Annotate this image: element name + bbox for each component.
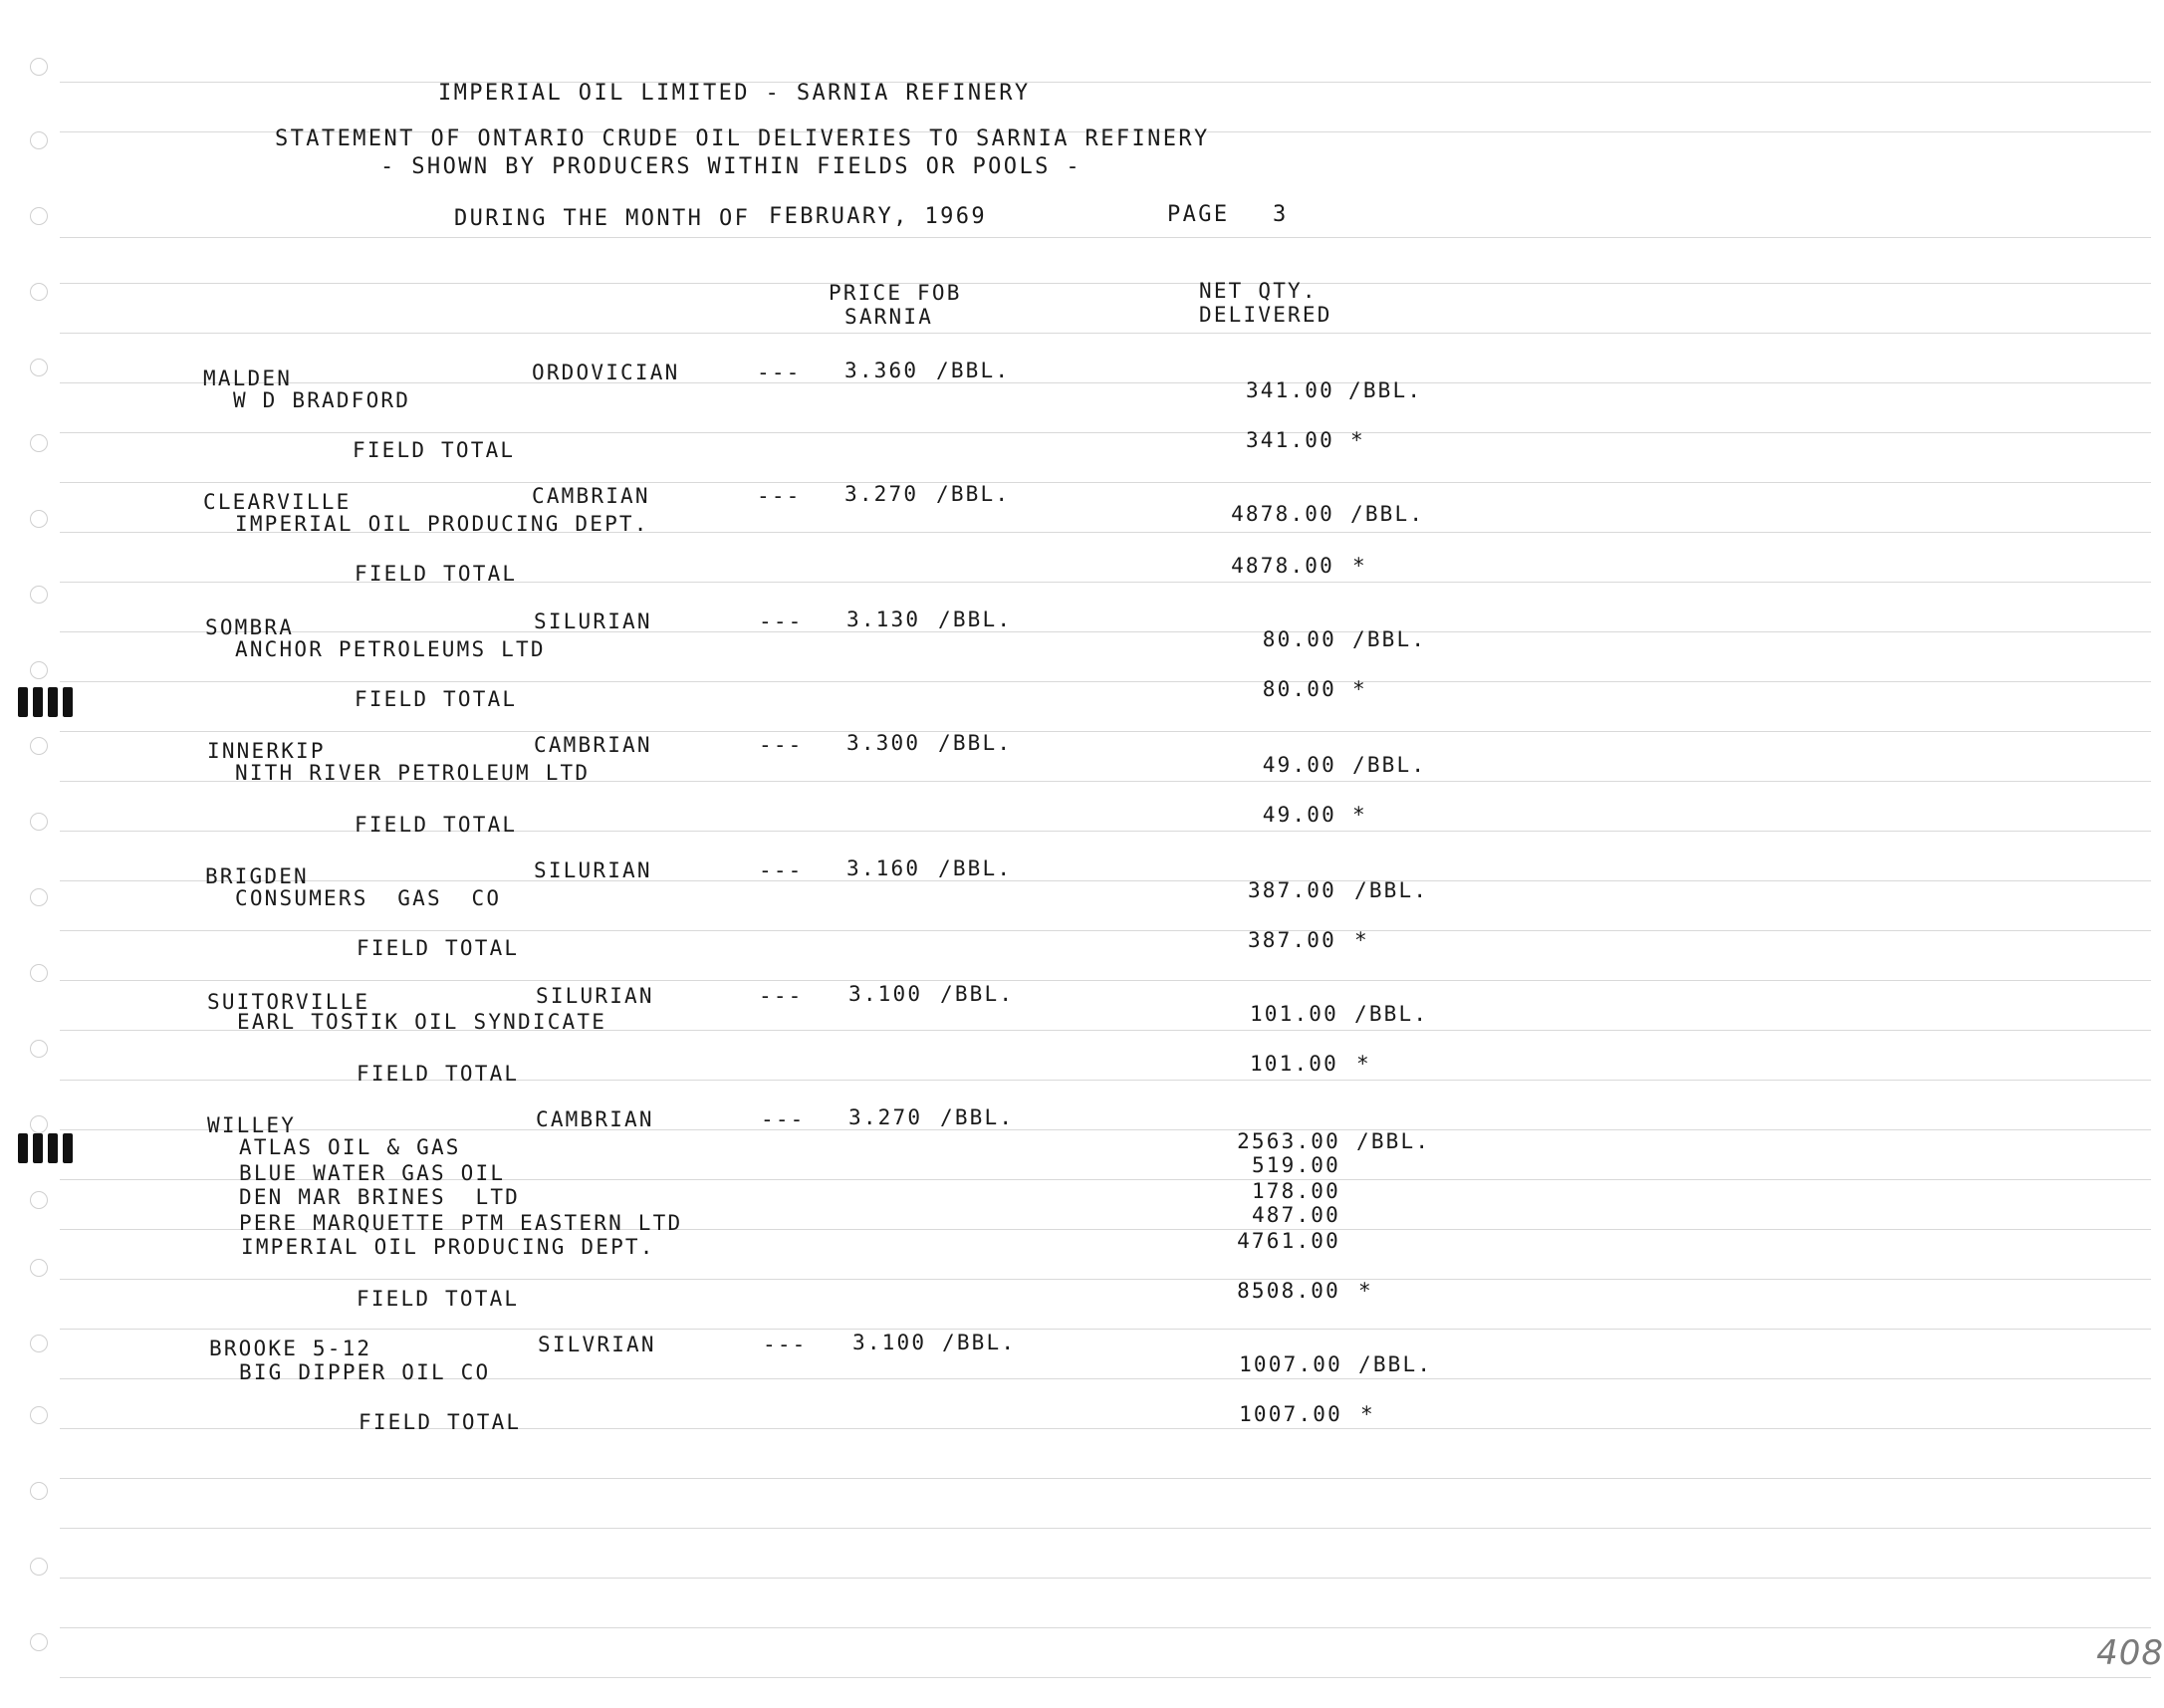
qty-unit: /BBL. [1352, 627, 1427, 651]
field-total-qty: 4878.00 [1231, 554, 1334, 578]
field-total-label: FIELD TOTAL [353, 438, 516, 462]
page-number: 3 [1273, 202, 1289, 227]
dashes: --- [757, 484, 802, 508]
producer-name: PERE MARQUETTE PTM EASTERN LTD [239, 1211, 683, 1235]
feed-hole [30, 1482, 48, 1500]
field-name: SUITORVILLE [207, 990, 370, 1014]
period-value: FEBRUARY, 1969 [769, 204, 988, 229]
field-name: INNERKIP [207, 739, 326, 763]
producer-qty: 2563.00 [1237, 1129, 1340, 1153]
field-price: 3.160 [846, 856, 921, 880]
field-name: WILLEY [207, 1113, 297, 1137]
statement-subtitle: - SHOWN BY PRODUCERS WITHIN FIELDS OR POOLS - [380, 154, 1082, 179]
qty-unit: /BBL. [1350, 502, 1425, 526]
qty-column-header: NET QTY. [1199, 279, 1318, 303]
field-total-label: FIELD TOTAL [355, 813, 518, 837]
field-name: BROOKE 5-12 [209, 1337, 372, 1360]
ruled-line [60, 681, 2151, 682]
producer-name: W D BRADFORD [233, 388, 411, 412]
ruled-line [60, 82, 2151, 83]
dashes: --- [759, 733, 804, 757]
price-unit: /BBL. [936, 482, 1011, 506]
ruled-line [60, 333, 2151, 334]
qty-column-header-2: DELIVERED [1199, 303, 1332, 327]
field-total-label: FIELD TOTAL [355, 562, 518, 586]
feed-hole [30, 586, 48, 604]
price-unit: /BBL. [938, 731, 1013, 755]
dashes: --- [759, 610, 804, 633]
producer-name: DEN MAR BRINES LTD [239, 1185, 521, 1209]
field-total-qty: 80.00 [1262, 677, 1336, 701]
field-total-qty: 101.00 [1249, 1052, 1338, 1076]
ruled-line [60, 1129, 2151, 1130]
producer-qty: 487.00 [1251, 1203, 1340, 1227]
ruled-line [60, 1478, 2151, 1479]
feed-hole [30, 1633, 48, 1651]
field-price: 3.270 [844, 482, 919, 506]
field-price: 3.300 [846, 731, 921, 755]
field-total-label: FIELD TOTAL [359, 1410, 522, 1434]
producer-name: IMPERIAL OIL PRODUCING DEPT. [235, 512, 649, 536]
producer-name: ATLAS OIL & GAS [239, 1135, 461, 1159]
company-title: IMPERIAL OIL LIMITED - SARNIA REFINERY [438, 81, 1031, 106]
field-total-label: FIELD TOTAL [357, 936, 520, 960]
price-unit: /BBL. [940, 982, 1015, 1006]
producer-qty: 4761.00 [1237, 1229, 1340, 1253]
feed-hole [30, 1406, 48, 1424]
feed-hole [30, 1115, 48, 1133]
field-price: 3.100 [852, 1331, 927, 1354]
dashes: --- [759, 858, 804, 882]
ruled-line [60, 930, 2151, 931]
field-formation: ORDOVICIAN [532, 361, 680, 384]
producer-qty: 519.00 [1251, 1153, 1340, 1177]
feed-hole [30, 58, 48, 76]
producer-qty: 387.00 [1247, 878, 1336, 902]
period-label: DURING THE MONTH OF [454, 206, 751, 231]
feed-hole [30, 661, 48, 679]
feed-hole [30, 964, 48, 982]
stamp-number: 408 [2096, 1633, 2164, 1673]
feed-hole [30, 1558, 48, 1576]
field-formation: CAMBRIAN [534, 733, 652, 757]
field-total-label: FIELD TOTAL [357, 1062, 520, 1086]
price-unit: /BBL. [938, 856, 1013, 880]
ruled-line [60, 1528, 2151, 1529]
field-total-qty: 387.00 [1247, 928, 1336, 952]
field-total-qty: 341.00 [1245, 428, 1334, 452]
field-price: 3.360 [844, 359, 919, 382]
total-mark: * [1358, 1279, 1373, 1303]
producer-qty: 49.00 [1262, 753, 1336, 777]
ruled-line [60, 980, 2151, 981]
qty-unit: /BBL. [1354, 1002, 1429, 1026]
total-mark: * [1352, 677, 1367, 701]
field-formation: SILURIAN [536, 984, 654, 1008]
feed-hole [30, 207, 48, 225]
total-mark: * [1360, 1402, 1375, 1426]
ruled-line [60, 1578, 2151, 1579]
feed-hole [30, 1335, 48, 1352]
scan-marker [18, 1133, 80, 1163]
field-total-qty: 8508.00 [1237, 1279, 1340, 1303]
total-mark: * [1354, 928, 1369, 952]
producer-qty: 80.00 [1262, 627, 1336, 651]
feed-hole [30, 1259, 48, 1277]
producer-qty: 178.00 [1251, 1179, 1340, 1203]
dashes: --- [761, 1107, 806, 1131]
feed-hole [30, 737, 48, 755]
qty-unit: /BBL. [1348, 378, 1423, 402]
ruled-line [60, 382, 2151, 383]
ruled-line [60, 631, 2151, 632]
price-column-header-2: SARNIA [844, 305, 934, 329]
field-total-qty: 1007.00 [1239, 1402, 1342, 1426]
feed-hole [30, 510, 48, 528]
feed-hole [30, 813, 48, 831]
price-unit: /BBL. [936, 359, 1011, 382]
feed-hole [30, 888, 48, 906]
ruled-line [60, 1329, 2151, 1330]
producer-name: CONSUMERS GAS CO [235, 886, 502, 910]
price-unit: /BBL. [940, 1105, 1015, 1129]
producer-name: IMPERIAL OIL PRODUCING DEPT. [241, 1235, 655, 1259]
field-name: SOMBRA [205, 615, 295, 639]
total-mark: * [1356, 1052, 1371, 1076]
ruled-line [60, 432, 2151, 433]
dashes: --- [757, 361, 802, 384]
field-formation: SILURIAN [534, 858, 652, 882]
ruled-line [60, 237, 2151, 238]
field-name: BRIGDEN [205, 864, 309, 888]
field-formation: CAMBRIAN [532, 484, 650, 508]
dashes: --- [759, 984, 804, 1008]
price-unit: /BBL. [938, 608, 1013, 631]
ruled-line [60, 880, 2151, 881]
producer-name: BLUE WATER GAS OIL [239, 1161, 506, 1185]
feed-hole [30, 283, 48, 301]
field-name: MALDEN [203, 366, 293, 390]
producer-name: EARL TOSTIK OIL SYNDICATE [237, 1010, 607, 1034]
scan-marker [18, 687, 80, 717]
producer-name: NITH RIVER PETROLEUM LTD [235, 761, 591, 785]
field-total-label: FIELD TOTAL [357, 1287, 520, 1311]
producer-qty: 101.00 [1249, 1002, 1338, 1026]
ruled-line [60, 731, 2151, 732]
ruled-line [60, 1677, 2151, 1678]
producer-qty: 1007.00 [1239, 1352, 1342, 1376]
field-name: CLEARVILLE [203, 490, 352, 514]
total-mark: * [1352, 554, 1367, 578]
total-mark: * [1350, 428, 1365, 452]
qty-unit: /BBL. [1354, 878, 1429, 902]
price-unit: /BBL. [942, 1331, 1017, 1354]
qty-unit: /BBL. [1356, 1129, 1431, 1153]
feed-hole [30, 434, 48, 452]
dashes: --- [763, 1333, 808, 1356]
feed-hole [30, 359, 48, 376]
ruled-line [60, 482, 2151, 483]
field-formation: SILURIAN [534, 610, 652, 633]
field-formation: CAMBRIAN [536, 1107, 654, 1131]
ruled-line [60, 1279, 2151, 1280]
ruled-line [60, 1627, 2151, 1628]
qty-unit: /BBL. [1358, 1352, 1433, 1376]
statement-title: STATEMENT OF ONTARIO CRUDE OIL DELIVERIES TO SARNIA REFINERY [275, 126, 1210, 151]
field-total-qty: 49.00 [1262, 803, 1336, 827]
qty-unit: /BBL. [1352, 753, 1427, 777]
feed-hole [30, 1191, 48, 1209]
field-price: 3.100 [848, 982, 923, 1006]
price-column-header: PRICE FOB [829, 281, 962, 305]
feed-hole [30, 131, 48, 149]
field-total-label: FIELD TOTAL [355, 687, 518, 711]
field-price: 3.270 [848, 1105, 923, 1129]
producer-name: ANCHOR PETROLEUMS LTD [235, 637, 546, 661]
producer-qty: 341.00 [1245, 378, 1334, 402]
page-label: PAGE [1167, 202, 1230, 227]
ruled-line [60, 283, 2151, 284]
field-formation: SILVRIAN [538, 1333, 656, 1356]
field-price: 3.130 [846, 608, 921, 631]
feed-hole [30, 1040, 48, 1058]
producer-name: BIG DIPPER OIL CO [239, 1360, 491, 1384]
producer-qty: 4878.00 [1231, 502, 1334, 526]
total-mark: * [1352, 803, 1367, 827]
